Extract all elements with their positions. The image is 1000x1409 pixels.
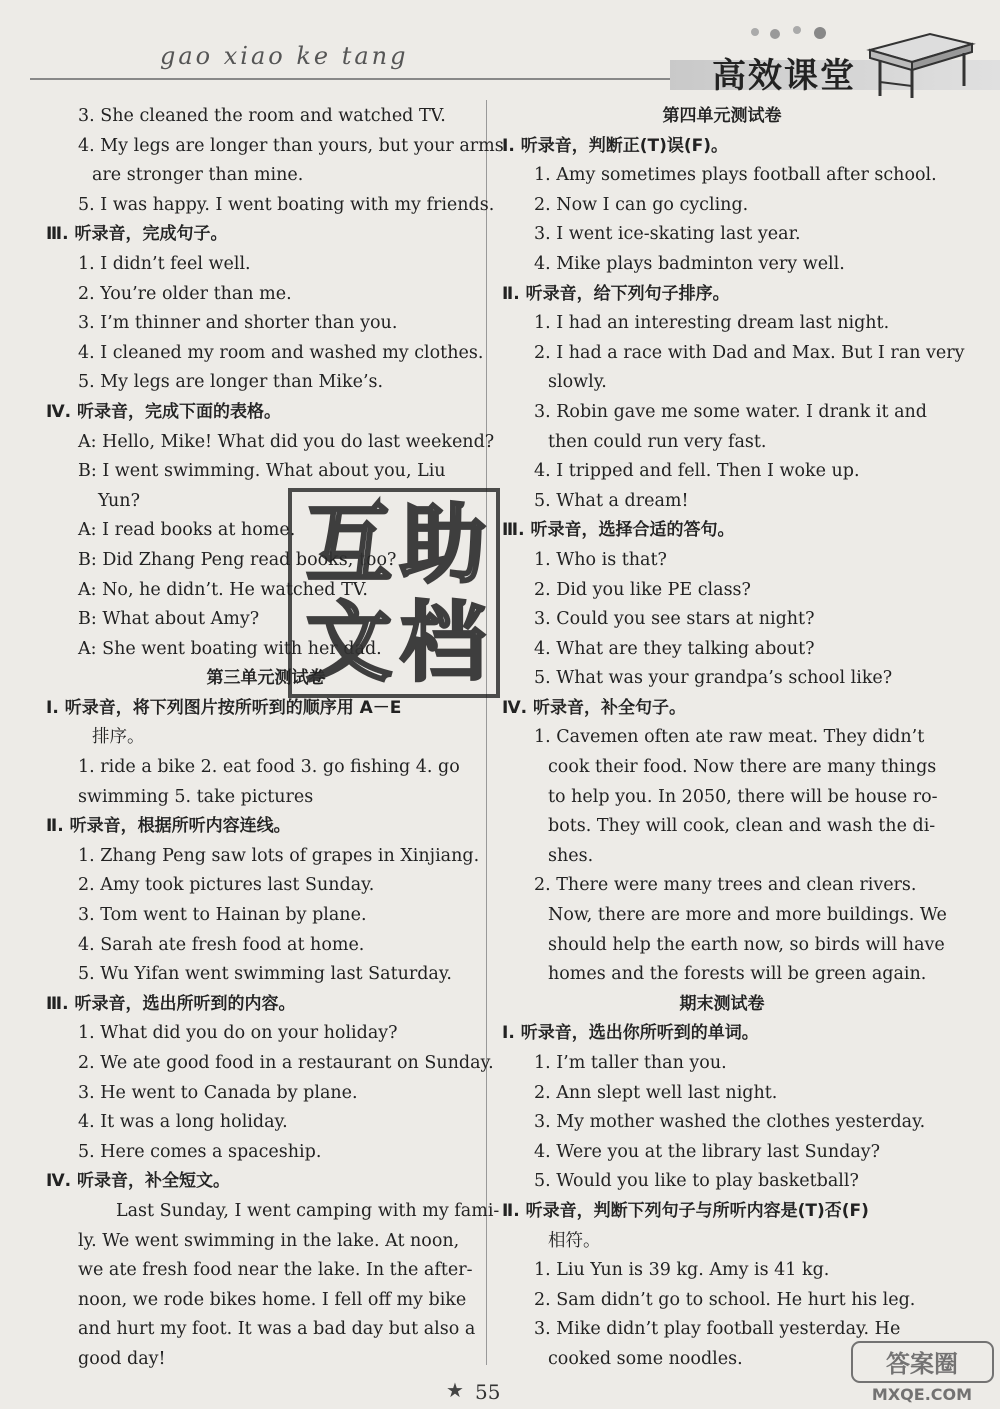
text-line: 3. Robin gave me some water. I drank it and [534,401,927,422]
section-heading: Ⅱ. 听录音，判断下列句子与所听内容是(T)否(F) [502,1200,869,1221]
text-line: 5. What was your grandpa’s school like? [534,668,893,689]
text-line: 5. My legs are longer than Mike’s. [78,372,384,393]
text-line: to help you. In 2050, there will be house ro- [548,786,938,807]
text-line: 4. Mike plays badminton very well. [534,253,845,274]
text-line: 2. Now I can go cycling. [534,194,749,215]
text-line: noon, we rode bikes home. I fell off my bike [78,1289,467,1310]
text-line: we ate fresh food near the lake. In the after- [78,1260,473,1281]
text-line: 3. Tom went to Hainan by plane. [78,905,367,926]
text-line: Now, there are more and more buildings. We [548,905,947,926]
text-line: 1. Amy sometimes plays football after school. [534,165,937,186]
site-logo-stamp [850,1340,995,1405]
text-line: 1. ride a bike 2. eat food 3. go fishing 4. go [78,757,460,778]
text-line: 3. My mother washed the clothes yesterday. [534,1112,926,1133]
section-heading: Ⅱ. 听录音，根据所听内容连线。 [46,816,291,837]
section-heading: Ⅲ. 听录音，完成句子。 [46,224,228,245]
left-column [46,102,504,1375]
page-number: 55 [475,1380,501,1404]
text-line: 4. Were you at the library last Sunday? [534,1141,881,1162]
page-header [0,0,1000,100]
text-line: 3. He went to Canada by plane. [78,1082,358,1103]
text-line: 5. Wu Yifan went swimming last Saturday. [78,964,452,985]
text-line: 1. Cavemen often ate raw meat. They didn’t [534,727,925,748]
text-line: ly. We went swimming in the lake. At noon, [78,1230,460,1251]
section-heading: Ⅲ. 听录音，选出所听到的内容。 [46,993,296,1014]
svg-text:MXQE.COM: MXQE.COM [871,1385,973,1404]
brand-title: 高效课堂 [712,56,856,96]
text-line: Last Sunday, I went camping with my fami- [116,1200,500,1221]
section-heading: Ⅰ. 听录音，选出你所听到的单词。 [502,1023,759,1044]
text-line: 1. What did you do on your holiday? [78,1023,398,1044]
text-line: bots. They will cook, clean and wash the di- [548,816,936,837]
text-line: A: I read books at home. [78,520,296,541]
text-line: 排序。 [92,727,145,748]
section-heading: Ⅳ. 听录音，完成下面的表格。 [46,401,282,422]
watermark-char: 互 [306,495,392,595]
watermark-stamp [288,488,500,698]
header-pinyin: gao xiao ke tang [160,42,409,70]
test-title: 第三单元测试卷 [206,668,326,689]
text-line: B: Did Zhang Peng read books, too? [78,549,397,570]
section-heading: Ⅰ. 听录音，判断正(T)误(F)。 [502,135,728,156]
text-line: slowly. [548,372,607,393]
text-line: 1. I didn’t feel well. [78,253,251,274]
text-line: and hurt my foot. It was a bad day but also a [78,1319,476,1340]
text-line: 相符。 [548,1230,601,1251]
text-line: then could run very fast. [548,431,767,452]
text-line: 3. I’m thinner and shorter than you. [78,313,398,334]
text-line: good day! [78,1348,166,1369]
text-line: homes and the forests will be green again. [548,964,927,985]
text-line: shes. [548,845,594,866]
text-line: 2. There were many trees and clean rivers. [534,875,917,896]
text-line: 2. Ann slept well last night. [534,1082,778,1103]
text-line: 4. What are they talking about? [534,638,815,659]
test-title: 第四单元测试卷 [662,106,782,126]
watermark-char: 助 [400,495,486,595]
text-line: 2. We ate good food in a restaurant on Sunday. [78,1053,494,1073]
text-line: 4. Sarah ate fresh food at home. [78,934,365,955]
text-line: 5. Here comes a spaceship. [78,1141,322,1162]
text-line: 2. You’re older than me. [78,283,292,304]
text-line: should help the earth now, so birds will have [548,934,945,955]
text-line: 1. Zhang Peng saw lots of grapes in Xinjiang. [78,845,480,866]
text-line: B: I went swimming. What about you, Liu [78,461,446,482]
decorative-dots-icon [745,22,865,42]
text-line: 3. I went ice-skating last year. [534,224,801,245]
text-line: 1. Liu Yun is 39 kg. Amy is 41 kg. [534,1260,830,1281]
svg-text:答案圈: 答案圈 [886,1350,958,1378]
text-line: 1. Who is that? [534,549,667,570]
section-heading: Ⅲ. 听录音，选择合适的答句。 [502,520,735,541]
text-line: 3. She cleaned the room and watched TV. [78,106,446,126]
text-line: 4. My legs are longer than yours, but your arms [78,135,504,156]
text-line: Yun? [98,490,140,511]
text-line: 2. I had a race with Dad and Max. But I ran very [534,342,965,363]
text-line: 5. I was happy. I went boating with my friends. [78,194,495,215]
text-line: 5. Would you like to play basketball? [534,1171,859,1192]
text-line: 2. Did you like PE class? [534,579,751,600]
text-line: 1. I’m taller than you. [534,1053,727,1073]
text-line: B: What about Amy? [78,609,260,630]
text-line: 1. I had an interesting dream last night. [534,313,890,334]
text-line: swimming 5. take pictures [78,786,314,807]
right-column [502,102,965,1375]
star-icon: ★ [446,1378,464,1402]
text-line: 4. It was a long holiday. [78,1112,288,1133]
text-line: 4. I tripped and fell. Then I woke up. [534,461,860,482]
text-line: 3. Could you see stars at night? [534,609,815,630]
text-line: cooked some noodles. [548,1348,743,1369]
watermark-char: 档 [400,593,486,693]
text-line: A: No, he didn’t. He watched TV. [78,579,368,600]
watermark-char: 文 [306,593,392,693]
text-line: 5. What a dream! [534,490,689,511]
text-line: A: Hello, Mike! What did you do last weekend? [78,431,495,452]
text-line: 3. Mike didn’t play football yesterday. He [534,1319,901,1340]
text-line: cook their food. Now there are many things [548,757,937,778]
section-heading: Ⅳ. 听录音，补全句子。 [502,697,687,718]
header-rule [30,78,680,80]
text-line: A: She went boating with her dad. [78,638,382,659]
section-heading: Ⅱ. 听录音，给下列句子排序。 [502,283,730,304]
school-desk-icon [860,20,980,100]
text-line: 2. Amy took pictures last Sunday. [78,875,375,896]
section-heading: Ⅰ. 听录音，将下列图片按所听到的顺序用 A－E [46,697,402,718]
section-heading: Ⅳ. 听录音，补全短文。 [46,1171,231,1192]
text-line: 2. Sam didn’t go to school. He hurt his leg. [534,1289,916,1310]
text-line: 4. I cleaned my room and washed my clothes. [78,342,484,363]
text-line: are stronger than mine. [92,165,304,186]
column-divider [486,100,487,1365]
test-title: 期末测试卷 [679,993,765,1014]
